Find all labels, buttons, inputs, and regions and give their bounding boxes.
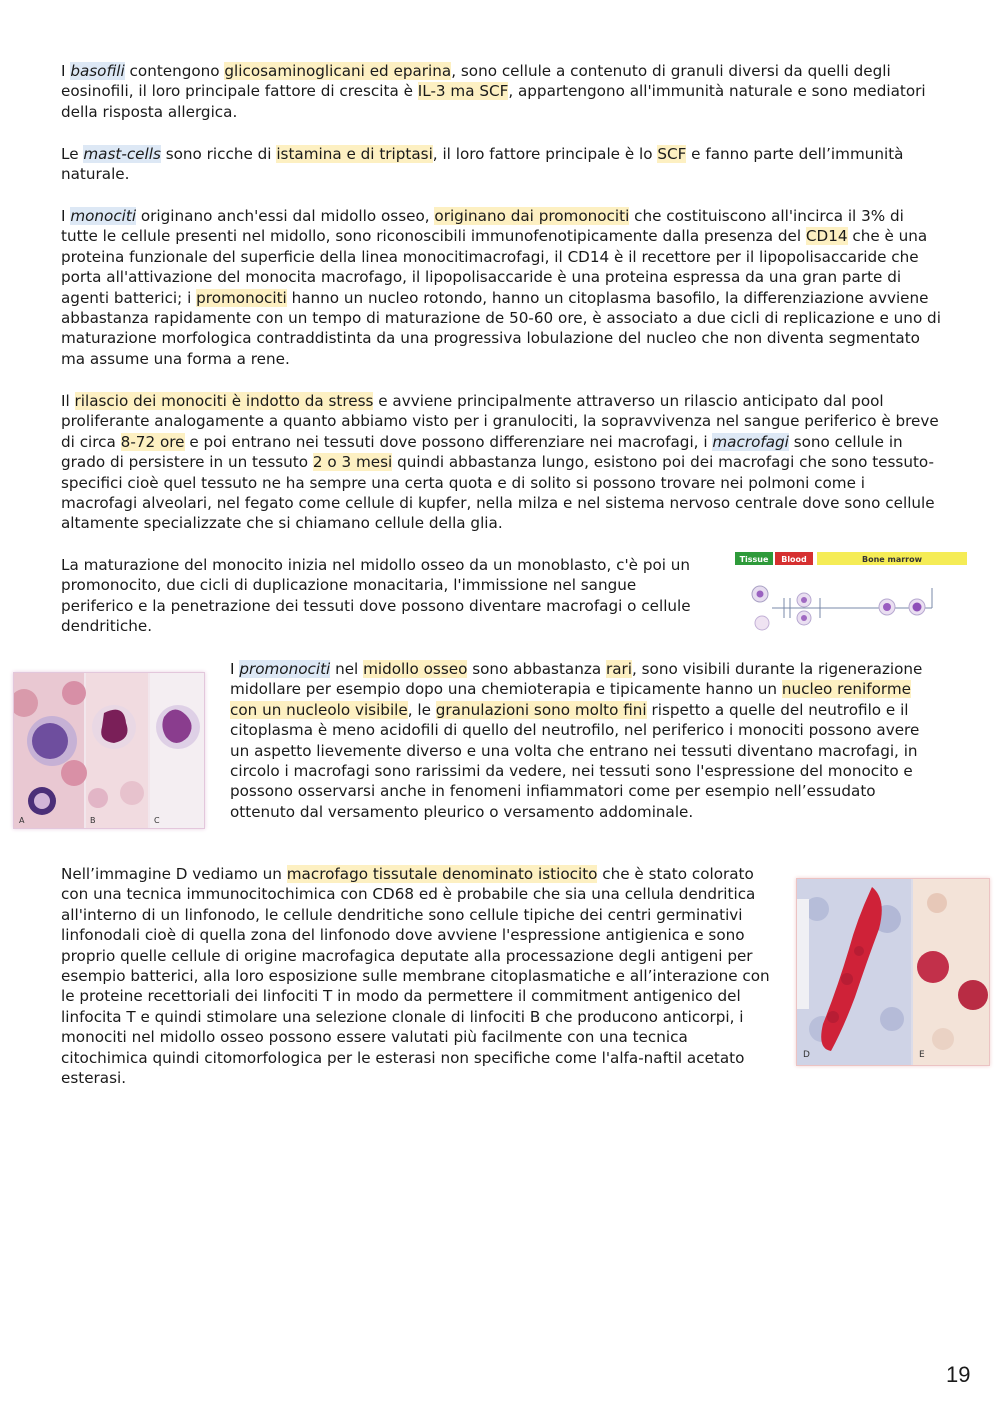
highlight-granulazioni: granulazioni sono molto fini [435,700,647,719]
highlight-cd14: CD14 [805,227,848,246]
label-b: B [90,816,96,825]
highlight-monociti: monociti [70,207,137,225]
cell-monocyte-2-nucleus [801,615,807,621]
paragraph-promonociti: I promonociti nel midollo osseo sono abbastanza rari, sono visibili durante la rigenerazione midollare per esempio dopo una chemioterapia e tipicamente hanno un nucleo reniforme con un nucleolo visibile, le granulazioni sono molto fini rispetto a quelle del neutrofilo e il citoplasma è meno acidofili di quello del neutrofilo, nel periferico i monociti possono avere un aspetto lievemente diverso e una volta che entrano nei tessuti diventano macrofagi, in circolo i macrofagi sono rarissimi da vedere, nei tessuti sono l'espressione del monocito e possono osservarsi anche in fenomeni infiammatori come per esempio nell’essudato ottenuto dal versamento pleurico o versamento addominale. [230,660,923,821]
highlight-rari: rari [605,660,632,678]
panel-d-strip [797,899,809,1009]
red-cell [88,788,108,808]
cell-promonocyte-nucleus [883,603,891,611]
cell-macrophage-nucleus [757,591,764,598]
highlight-macrofagi: macrofagi [712,432,789,451]
highlight-promonociti-2: promonociti [239,660,331,678]
paragraph-basofili: I basofili contengono glicosaminoglicani ed eparina, sono cellule a contenuto di granuli diversi da quelli degli eosinofili, il loro principale fattore di crescita è IL-3 ma SCF, appartengono all'immunità naturale e sono mediatori della risposta allergica. [61,62,926,121]
red-cell [120,781,144,805]
promonocyte-nucleus [32,723,68,759]
highlight-scf: SCF [657,145,687,163]
cell-monoblast-nucleus [913,603,922,612]
cell-e [932,1028,954,1050]
highlight-glicosaminoglicani: glicosaminoglicani ed eparina [224,62,452,80]
highlight-il3: IL-3 ma SCF [417,82,509,101]
paragraph-maturazione: La maturazione del monocito inizia nel midollo osseo da un monoblasto, c'è poi un promonocito, due cicli di duplicazione monacitaria, l'immissione nel sangue periferico e la penetrazione dei tessuti dove possono diventare macrofagi o cellule dendritiche. [61,556,691,636]
micrograph-abc-svg [14,673,204,828]
small-cell-inner [34,793,50,809]
paragraph-mast-cells: Le mast-cells sono ricche di istamina e di triptasi, il loro fattore principale è lo SCF e fanno parte dell’immunità naturale. [61,145,904,184]
highlight-istiocito: macrofago tissutale denominato istiocito [286,865,598,883]
highlight-promonociti: promonociti [196,288,287,307]
highlight-basofili: basofili [70,62,125,80]
highlight-ore: 8-72 ore [120,432,185,451]
maturation-diagram [732,550,968,642]
micrograph-de-svg [797,879,989,1065]
stained-cell-e-1 [917,951,949,983]
label-a: A [19,816,25,825]
paragraph-monociti: I monociti originano anch'essi dal midollo osseo, originano dai promonociti che costituiscono all'incirca il 3% di tutte le cellule presenti nel midollo, sono riconoscibili immunofenotipicamente dalla presenza del CD14 che è una proteina funzionale del superficie della linea monocitimacrofagi, il CD14 è il recettore per il lipopolisaccaride che porta all'attivazione del monocita macrofago, il lipopolisaccaride è una proteina espressa da una gran parte di agenti batterici; i promonociti hanno un nucleo rotondo, hanno un citoplasma basofilo, la differenziazione avviene abbastanza rapidamente con un tempo di maturazione de 50-60 ore, è associato a due cicli di replicazione e uno di maturazione morfologica contraddistinta da una progressiva lobulazione del nucleo che non diventa segmentato ma assume una forma a rene. [61,207,941,368]
micrograph-abc [13,672,205,829]
paragraph-istiocito: Nell’immagine D vediamo un macrofago tissutale denominato istiocito che è stato colorato con una tecnica immunocitochimica con CD68 ed è probabile che sia una cellula dendritica all'interno di un linfonodo, le cellule dendritiche sono cellule tipiche dei centri germinativi linfonodali cioè di quella zona del linfonodo dove avviene l'espressione antigienica e sono proprio quelle cellule di origine macrofagica deputate alla processazione degli antigeni per esempio batterici, alla loro esposizione sulle membrane citoplasmatiche e all’interazione con le proteine recettoriali dei linfociti T in modo da permettere il commitment antigenico del linfocita T e quindi stimolare una selezione clonale di linfociti B che producono anticorpi, i monociti nel midollo osseo possono essere valutati più facilmente con una tecnica citochimica quindi citomorfologica per le esterasi non specifiche come l'alfa-naftil acetato esterasi. [61,865,770,1088]
highlight-mast-cells: mast-cells [83,145,161,163]
highlight-nucleo: nucleo reniforme con un nucleolo visibile [230,680,912,719]
maturation-diagram-svg [732,550,968,642]
red-cell [61,760,87,786]
label-d: D [803,1050,810,1060]
paragraph-rilascio: Il rilascio dei monociti è indotto da stress e avviene principalmente attraverso un rilascio anticipato dal pool proliferante analogamente a quanto abbiamo visto per i granulociti, la sopravvivenza nel sangue periferico è breve di circa 8-72 ore e poi entrano nei tessuti dove possono differenziare nei macrofagi, i macrofagi sono cellule in grado di persistere in un tessuto 2 o 3 mesi quindi abbastanza lungo, esistono poi dei macrofagi che sono tessuto-specifici cioè quel tessuto ne ha sempre una certa quota e di solito si possono trovare nei polmoni come i macrofagi alveolari, nel fegato come cellule di kupfer, nella milza e nel sistema nervoso centrale dove sono cellule altamente specializzate che si chiamano cellule della glia. [61,392,939,533]
panel-c [150,673,204,828]
tissue-label: Tissue [739,555,769,564]
micrograph-de [796,878,990,1066]
marrow-label: Bone marrow [861,555,923,564]
label-e: E [919,1050,925,1060]
page-number: 19 [946,1362,971,1387]
stain-granule [841,973,853,985]
nucleus-bg [880,1007,904,1031]
blood-label: Blood [781,555,807,564]
highlight-midollo: midollo osseo [363,660,468,678]
stain-granule [854,946,864,956]
highlight-rilascio: rilascio dei monociti è indotto da stress [74,392,374,410]
monocyte-nucleus [101,710,127,743]
highlight-originano: originano dai promonociti [434,207,630,225]
red-cell [62,681,86,705]
stained-cell-e-2 [958,980,988,1010]
cell-e [927,893,947,913]
highlight-istamina: istamina e di triptasi [276,145,433,163]
cell-monocyte-1-nucleus [801,597,807,603]
highlight-mesi: 2 o 3 mesi [312,453,393,472]
cell-dendritic [755,616,769,630]
label-c: C [154,816,160,825]
stain-granule [827,1011,839,1023]
